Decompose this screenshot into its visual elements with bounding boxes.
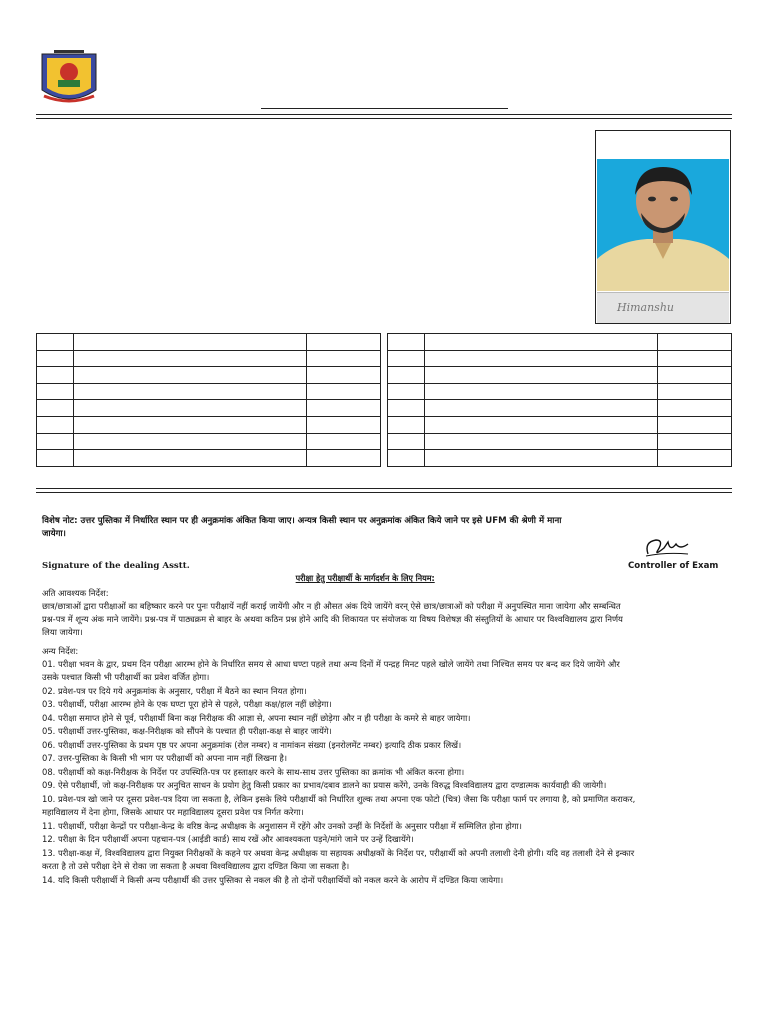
rule-line: 05. परीक्षार्थी उत्तर-पुस्तिका, कक्ष-निरीक्षक को सौंपने के पश्चात ही परीक्षा-कक्ष से बाहर जायेंगे।: [42, 726, 332, 736]
controller-signature-icon: [642, 534, 692, 560]
rule-line: 11. परीक्षार्थी, परीक्षा केन्द्रों पर परीक्षा-केन्द्र के वरिष्ठ केन्द्र अधीक्षक के अनुशासन में रहेंगे और उनको उन्हीं के निर्देशों के अनुसार परीक्षा में सम्मिलित होना होगा।: [42, 821, 522, 831]
dealing-assistant-signature-label: Signature of the dealing Asstt.: [42, 561, 190, 571]
rule-line: 04. परीक्षा समाप्त होने से पूर्व, परीक्षार्थी बिना कक्ष निरीक्षक की आज्ञा से, अपना स्थान नहीं छोड़ेगा और न ही परीक्षा के कमरे से बाहर जायेगा।: [42, 713, 471, 723]
section-rule-bottom: [36, 492, 732, 493]
candidate-signature: Himanshu: [617, 301, 674, 314]
rule-line: 07. उत्तर-पुस्तिका के किसी भी भाग पर परीक्षार्थी को अपना नाम नहीं लिखना है।: [42, 753, 288, 763]
table-row: [388, 350, 732, 367]
table-row: [37, 416, 381, 433]
header-rule-top: [36, 114, 732, 115]
other-heading: अन्य निर्देश:: [42, 646, 79, 656]
table-row: [388, 367, 732, 384]
subject-table-right: [387, 333, 732, 467]
table-row: [388, 416, 732, 433]
table-row: [388, 383, 732, 400]
table-row: [37, 350, 381, 367]
candidate-photo-frame: [595, 130, 731, 324]
rule-line: 13. परीक्षा-कक्ष में, विश्वविद्यालय द्वारा नियुक्त निरीक्षकों के कहने पर अथवा केन्द्र अधीक्षक या सहायक अधीक्षकों के निर्देश पर, परीक्षार्थी को अपनी तलाशी देनी होगी। यदि वह तलाशी देने से इन्कार: [42, 848, 635, 858]
university-logo: [38, 50, 100, 108]
rule-line: उसके पश्चात किसी भी परीक्षार्थी का प्रवेश वर्जित होगा।: [42, 672, 210, 682]
table-row: [37, 367, 381, 384]
table-row: [37, 400, 381, 417]
table-row: [37, 383, 381, 400]
controller-label: Controller of Exam: [628, 561, 719, 571]
important-heading: अति आवश्यक निर्देश:: [42, 588, 109, 598]
candidate-signature-box: [597, 292, 729, 323]
special-note-line-1: विशेष नोट: उत्तर पुस्तिका में निर्धारित स्थान पर ही अनुक्रमांक अंकित किया जाए। अन्यत्र किसी स्थान पर अनुक्रमांक अंकित किये जाने पर इसे UFM की श्रेणी में माना: [42, 516, 562, 526]
title-underline: [261, 108, 508, 109]
rule-line: 08. परीक्षार्थी को कक्ष-निरीक्षक के निर्देश पर उपस्थिति-पत्र पर हस्ताक्षर करने के साथ-साथ उत्तर पुस्तिका का क्रमांक भी अंकित करना होगा।: [42, 767, 465, 777]
table-row: [388, 400, 732, 417]
rule-line: 06. परीक्षार्थी उत्तर-पुस्तिका के प्रथम पृष्ठ पर अपना अनुक्रमांक (रोल नम्बर) व नामांकन संख्या (इनरोलमेंट नम्बर) इत्यादि ठीक प्रकार लिखें।: [42, 740, 462, 750]
rule-line: 01. परीक्षा भवन के द्वार, प्रथम दिन परीक्षा आरम्भ होने के निर्धारित समय से आधा घण्टा पहले तथा अन्य दिनों में पन्द्रह मिनट पहले खोले जायेंगे तथा निश्चित समय पर बन्द कर दिये जायेंगे और: [42, 659, 620, 669]
special-note-line-2: जायेगा।: [42, 529, 66, 539]
candidate-photo: [597, 159, 729, 291]
important-line: प्रश्न-पत्र में शून्य अंक माने जायेंगे। प्रश्न-पत्र में पाठ्यक्रम से बाहर के अथवा कठिन प्रश्न होने आदि की शिकायत पर संयोजक या विषय विशेषज्ञ की संस्तुतियों के आधार पर विश्वविद्यालय द्वारा निर्णय: [42, 614, 623, 624]
header-rule-bottom: [36, 118, 732, 119]
rule-line: महाविद्यालय में देना होगा, जिसके आधार पर महाविद्यालय दूसरा प्रवेश पत्र निर्गत करेगा।: [42, 807, 304, 817]
rule-line: 12. परीक्षा के दिन परीक्षार्थी अपना पहचान-पत्र (आईडी कार्ड) साथ रखें और आवश्यकता पड़ने/मांगे जाने पर उन्हें दिखायेंगे।: [42, 834, 414, 844]
guidelines-title: परीक्षा हेतु परीक्षार्थी के मार्गदर्शन के लिए नियम:: [295, 573, 435, 583]
table-row: [37, 433, 381, 450]
table-row: [388, 433, 732, 450]
important-line: लिया जायेगा।: [42, 627, 83, 637]
table-row: [37, 450, 381, 467]
table-row: [388, 450, 732, 467]
rule-line: 03. परीक्षार्थी, परीक्षा आरम्भ होने के एक घण्टा पूरा होने से पहले, परीक्षा कक्ष/हाल नहीं छोड़ेगा।: [42, 699, 332, 709]
subject-table-left: [36, 333, 381, 467]
rule-line: 09. ऐसे परीक्षार्थी, जो कक्ष-निरीक्षक पर अनुचित साधन के प्रयोग हेतु किसी प्रकार का प्रभाव/दबाव डालने का प्रयास करेंगे, उनके विरुद्ध विश्वविद्यालय द्वारा दण्डात्मक कार्यवाही की जायेगी।: [42, 780, 607, 790]
table-row: [37, 334, 381, 351]
table-row: [388, 334, 732, 351]
rule-line: 10. प्रवेश-पत्र खो जाने पर दूसरा प्रवेश-पत्र दिया जा सकता है, लेकिन इसके लिये परीक्षार्थी को निर्धारित शुल्क तथा अपना एक फोटो (चित्र) जैसा कि परीक्षा फार्म पर लगाया है, को प्रमाणित कराकर,: [42, 794, 636, 804]
rule-line: करता है तो उसे परीक्षा देने से रोका जा सकता है अथवा विश्वविद्यालय द्वारा दण्डित किया जा सकता है।: [42, 861, 350, 871]
rule-line: 02. प्रवेश-पत्र पर दिये गये अनुक्रमांक के अनुसार, परीक्षा में बैठने का स्थान नियत होगा।: [42, 686, 307, 696]
rule-line: 14. यदि किसी परीक्षार्थी ने किसी अन्य परीक्षार्थी की उत्तर पुस्तिका से नकल की है तो दोनों परीक्षार्थियों को नकल करने के आरोप में दण्डित किया जायेगा।: [42, 875, 504, 885]
important-line: छात्र/छात्राओं द्वारा परीक्षाओं का बहिष्कार करने पर पुनः परीक्षायें नहीं कराई जायेंगी और न ही औसत अंक दिये जायेंगे वरन् ऐसे छात्र/छात्राओं को परीक्षा में अनुपस्थित माना जायेगा और सम्बन्धित: [42, 601, 621, 611]
section-rule-top: [36, 488, 732, 489]
